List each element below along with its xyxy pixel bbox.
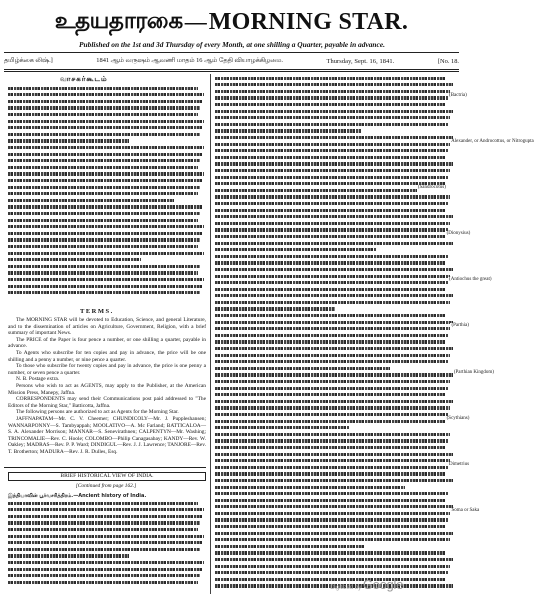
text-line bbox=[8, 520, 206, 527]
text-line-ink bbox=[215, 360, 448, 363]
text-line-ink bbox=[215, 123, 448, 126]
text-line-ink bbox=[215, 400, 453, 403]
text-line bbox=[215, 323, 469, 333]
terms-end-rule bbox=[4, 467, 206, 468]
text-line bbox=[8, 85, 206, 92]
text-line-ink bbox=[215, 512, 450, 515]
terms-paragraph: CORRESPONDENTS may send their Communications post paid addressed to "The Editors of the Morning Star," Batticotta, Jaffna. bbox=[8, 396, 206, 409]
text-line bbox=[8, 289, 206, 296]
text-line-ink bbox=[8, 172, 204, 175]
text-line bbox=[8, 243, 206, 250]
text-line bbox=[8, 276, 206, 283]
text-line bbox=[215, 194, 455, 201]
text-line-ink bbox=[215, 242, 453, 245]
text-line bbox=[215, 213, 455, 220]
text-line-ink bbox=[215, 532, 453, 535]
text-line bbox=[215, 477, 455, 484]
text-line bbox=[8, 540, 206, 547]
text-line-ink bbox=[215, 110, 453, 113]
dateline-rule bbox=[4, 69, 459, 70]
text-line bbox=[8, 507, 206, 514]
text-line-ink bbox=[8, 166, 198, 169]
text-line bbox=[215, 457, 455, 464]
text-line bbox=[215, 530, 455, 537]
text-line bbox=[215, 508, 480, 517]
text-line bbox=[215, 231, 471, 240]
watermark-prefix: Digitized by bbox=[330, 585, 362, 591]
text-line-ink bbox=[215, 222, 450, 225]
text-line bbox=[215, 101, 455, 108]
text-line-ink bbox=[215, 525, 445, 528]
text-line bbox=[215, 253, 455, 260]
text-line bbox=[8, 513, 206, 520]
text-line-ink bbox=[8, 535, 204, 538]
text-line-ink bbox=[8, 232, 202, 235]
text-line bbox=[215, 405, 455, 412]
text-line-ink bbox=[215, 235, 445, 238]
text-line-ink bbox=[8, 581, 198, 584]
text-line-ink bbox=[8, 126, 202, 129]
google-watermark bbox=[330, 577, 403, 592]
text-line bbox=[8, 256, 206, 263]
text-line bbox=[215, 134, 455, 141]
text-line-fragment: Soma or Saka bbox=[450, 508, 480, 514]
text-line bbox=[8, 526, 206, 533]
text-line bbox=[215, 240, 455, 247]
text-line bbox=[8, 197, 206, 204]
text-line-ink bbox=[8, 192, 198, 195]
text-line bbox=[215, 424, 455, 431]
text-line-ink bbox=[8, 508, 204, 511]
text-line-ink bbox=[215, 268, 453, 271]
text-line-ink bbox=[215, 176, 448, 179]
text-line-ink bbox=[8, 179, 202, 182]
top-rule bbox=[4, 52, 459, 53]
text-line-ink bbox=[8, 87, 198, 90]
text-line bbox=[8, 184, 206, 191]
text-line bbox=[215, 345, 455, 352]
text-line bbox=[215, 88, 455, 95]
text-line bbox=[215, 266, 455, 273]
text-line-ink bbox=[8, 561, 204, 564]
text-line-ink bbox=[215, 314, 445, 317]
text-line-fragment: Alexander, or Androcottus, or Nitrogupta bbox=[450, 138, 534, 144]
text-line bbox=[215, 227, 455, 234]
text-line bbox=[215, 461, 470, 471]
text-line-fragment: (Bactria) bbox=[447, 92, 467, 98]
text-line-ink bbox=[8, 100, 202, 103]
text-line bbox=[215, 444, 455, 451]
terms-text bbox=[8, 317, 206, 455]
text-line bbox=[8, 546, 206, 553]
text-line-fragment: (Sandrocotus) bbox=[416, 184, 446, 190]
text-line-ink bbox=[8, 252, 204, 255]
text-line bbox=[8, 237, 206, 244]
text-line bbox=[215, 167, 455, 174]
text-line bbox=[215, 200, 455, 207]
text-line-ink bbox=[8, 502, 198, 505]
column-divider bbox=[210, 74, 211, 594]
text-line-ink bbox=[215, 538, 450, 541]
text-line bbox=[215, 332, 455, 339]
text-line-ink bbox=[215, 439, 448, 442]
text-line bbox=[8, 131, 206, 138]
text-line-ink bbox=[8, 139, 129, 142]
text-line bbox=[8, 553, 206, 560]
text-line bbox=[215, 273, 455, 280]
text-line bbox=[215, 563, 455, 570]
text-line bbox=[8, 177, 206, 184]
text-line bbox=[215, 312, 455, 319]
text-line bbox=[8, 105, 206, 112]
text-line-ink bbox=[215, 294, 453, 297]
text-line bbox=[8, 204, 206, 211]
text-line bbox=[8, 230, 206, 237]
text-line-ink bbox=[8, 199, 174, 202]
text-line bbox=[215, 148, 455, 155]
text-line-ink bbox=[215, 162, 453, 165]
text-line bbox=[8, 191, 206, 198]
text-line bbox=[215, 306, 455, 313]
text-line bbox=[8, 223, 206, 230]
text-line bbox=[8, 250, 206, 257]
text-line bbox=[215, 184, 455, 194]
text-line bbox=[215, 556, 455, 563]
text-line bbox=[8, 559, 206, 566]
text-line-ink bbox=[215, 380, 450, 383]
text-line bbox=[215, 75, 455, 82]
text-line bbox=[215, 299, 455, 306]
text-line bbox=[215, 385, 455, 392]
text-line bbox=[8, 138, 206, 145]
text-line-ink bbox=[215, 77, 445, 80]
text-line bbox=[8, 144, 206, 151]
text-line-ink bbox=[215, 453, 453, 456]
text-line-ink bbox=[215, 281, 448, 284]
text-line-ink bbox=[215, 255, 448, 258]
text-line-ink bbox=[8, 113, 198, 116]
text-line-ink bbox=[8, 285, 202, 288]
text-line-ink bbox=[215, 505, 453, 508]
text-line bbox=[8, 164, 206, 171]
text-line bbox=[215, 411, 455, 418]
text-line-ink bbox=[8, 554, 129, 557]
text-line-ink bbox=[215, 551, 445, 554]
text-line-ink bbox=[8, 146, 204, 149]
text-line-ink bbox=[215, 466, 448, 469]
text-line bbox=[8, 533, 206, 540]
text-line-ink bbox=[215, 367, 390, 370]
right-column-tamil-text bbox=[215, 75, 534, 595]
terms-paragraph: N. B. Postage extra. bbox=[16, 376, 60, 383]
text-line bbox=[8, 210, 206, 217]
text-line-ink bbox=[215, 321, 453, 324]
text-line-ink bbox=[215, 545, 364, 548]
text-line-ink bbox=[8, 120, 204, 123]
text-line-ink bbox=[215, 571, 448, 574]
text-line-ink bbox=[8, 271, 198, 274]
text-line-ink bbox=[8, 212, 200, 215]
dateline bbox=[4, 55, 459, 67]
text-line bbox=[215, 174, 455, 181]
text-line-ink bbox=[8, 515, 202, 518]
text-line bbox=[215, 277, 492, 286]
text-line bbox=[215, 260, 455, 267]
text-line-ink bbox=[215, 248, 376, 251]
text-line-ink bbox=[215, 406, 450, 409]
text-line-ink bbox=[215, 90, 450, 93]
text-line-fragment: (Parthia) bbox=[450, 323, 469, 329]
text-line bbox=[215, 154, 455, 161]
text-line-ink bbox=[215, 189, 417, 192]
text-line bbox=[215, 92, 467, 102]
text-line-ink bbox=[8, 258, 141, 261]
text-line-ink bbox=[215, 479, 453, 482]
article-subhead: இந்தியாவின் பூர்வசரித்திரம்.—Ancient history of India. bbox=[8, 493, 147, 499]
text-line-ink bbox=[215, 149, 448, 152]
text-line bbox=[215, 293, 455, 300]
text-line-ink bbox=[215, 459, 450, 462]
text-line bbox=[215, 392, 455, 399]
text-line bbox=[215, 108, 455, 115]
text-line bbox=[8, 118, 206, 125]
text-line-ink bbox=[215, 195, 450, 198]
text-line bbox=[8, 111, 206, 118]
text-line-ink bbox=[8, 106, 200, 109]
text-line bbox=[215, 128, 455, 135]
text-line bbox=[215, 369, 494, 379]
text-line bbox=[215, 286, 455, 293]
text-line bbox=[215, 352, 455, 359]
text-line-ink bbox=[8, 153, 202, 156]
text-line-ink bbox=[215, 347, 453, 350]
text-line bbox=[8, 283, 206, 290]
text-line-ink bbox=[8, 225, 204, 228]
left-column-heading: வாசகர்கூடம் bbox=[60, 75, 108, 83]
text-line-ink bbox=[8, 548, 200, 551]
terms-paragraph: To Agents who subscribe for ten copies and pay in advance, the price will be one shilling and a penny a number, or nine pence a quarter. bbox=[8, 349, 206, 363]
masthead-english-title: MORNING STAR. bbox=[208, 8, 409, 35]
text-line-ink bbox=[215, 202, 448, 205]
issue-number: [No. 18. bbox=[437, 57, 459, 65]
text-line-ink bbox=[215, 518, 448, 521]
text-line-ink bbox=[8, 205, 202, 208]
text-line-ink bbox=[215, 420, 445, 423]
dateline-tamil-left: தமிழ்க்கை லிஷ்.] bbox=[4, 57, 53, 64]
text-line-ink bbox=[8, 521, 200, 524]
text-line-ink bbox=[215, 301, 450, 304]
text-line-fragment: (Dionysius) bbox=[445, 231, 471, 237]
text-line bbox=[215, 398, 455, 405]
terms-agents-list: JAFFNAPATAM—Mr. C. V. Cheemer; CHUNDICOLY—Mr. J. Puppleshansen; WANNARPONNY—S. Tambyappah; MOOLATIVO—A. Mc Farland; BATTICALOA—S. A. Alexander Morrison; MANNAR—S. Senevirathnen; CALPENTYN—Mr. Washing; TRINCOMALIE—Rev. C. Hoole; COLOMBO—Philip Canagasabay; KANDY—Rev. W. Oakley; MADRAS—Rev. P. P. Ward; DINDIGUL—Rev. J. J. Lawrence; TANJORE—Rev. T. Brotherton; MADURA—Rev. J. R. Dulles, Esq. bbox=[8, 415, 206, 455]
continued-note: [Continued from page 162.] bbox=[75, 483, 137, 489]
text-line-ink bbox=[215, 472, 445, 475]
text-line bbox=[215, 82, 455, 89]
dateline-rule-double bbox=[4, 71, 459, 72]
terms-paragraph: The following persons are authorized to act as Agents for the Morning Star. bbox=[16, 409, 179, 416]
masthead bbox=[4, 8, 459, 36]
text-line bbox=[215, 359, 455, 366]
text-line-ink bbox=[8, 159, 200, 162]
text-line bbox=[215, 570, 455, 577]
text-line bbox=[215, 319, 455, 326]
text-line-ink bbox=[215, 558, 453, 561]
text-line bbox=[215, 471, 455, 478]
text-line bbox=[215, 365, 455, 372]
text-line bbox=[215, 497, 455, 504]
text-line-fragment: (Parthian Kingdom) bbox=[452, 369, 494, 375]
text-line bbox=[8, 158, 206, 165]
text-line-ink bbox=[215, 116, 450, 119]
text-line bbox=[215, 121, 455, 128]
text-line-ink bbox=[215, 492, 448, 495]
text-line-ink bbox=[215, 354, 450, 357]
terms-paragraph: To those who subscribe for twenty copies and pay in advance, the price is one penny a number, or seven pence a quarter. bbox=[8, 363, 206, 376]
google-logo: Google bbox=[362, 577, 403, 592]
terms-heading: TERMS. bbox=[80, 308, 114, 315]
text-line-ink bbox=[215, 136, 453, 139]
text-line bbox=[215, 339, 455, 346]
text-line bbox=[215, 490, 455, 497]
terms-paragraph: The PRICE of the Paper is four pence a number, or one shilling a quarter, payable in advance. bbox=[8, 336, 206, 350]
text-line-ink bbox=[8, 541, 202, 544]
text-line bbox=[8, 151, 206, 158]
masthead-tamil-title: உதயதாரகை bbox=[54, 7, 183, 34]
text-line bbox=[215, 138, 534, 148]
text-line bbox=[215, 543, 455, 550]
text-line-ink bbox=[215, 334, 448, 337]
text-line bbox=[8, 98, 206, 105]
text-line bbox=[215, 378, 455, 385]
publication-note: Published on the 1st and 3d Thursday of every Month, at one shilling a Quarter, payable in advance. bbox=[79, 40, 385, 49]
text-line-ink bbox=[215, 340, 445, 343]
text-line-ink bbox=[215, 565, 450, 568]
text-line-ink bbox=[215, 413, 448, 416]
text-line bbox=[215, 220, 455, 227]
text-line bbox=[215, 484, 455, 491]
text-line-ink bbox=[215, 307, 335, 310]
text-line-ink bbox=[215, 446, 445, 449]
text-line-ink bbox=[215, 387, 448, 390]
text-line bbox=[8, 125, 206, 132]
text-line bbox=[8, 171, 206, 178]
text-line bbox=[215, 161, 455, 168]
text-line bbox=[215, 431, 455, 438]
text-line-ink bbox=[215, 433, 450, 436]
text-line-ink bbox=[215, 209, 445, 212]
text-line-ink bbox=[215, 156, 445, 159]
text-line-fragment: (Antiochus the great) bbox=[447, 277, 492, 283]
text-line bbox=[215, 550, 455, 557]
text-line-ink bbox=[8, 245, 198, 248]
text-line bbox=[215, 415, 470, 425]
text-line-ink bbox=[215, 288, 445, 291]
text-line bbox=[8, 566, 206, 573]
text-line bbox=[8, 263, 206, 270]
left-column-tamil-text bbox=[8, 85, 206, 300]
text-line-ink bbox=[215, 83, 453, 86]
text-line bbox=[8, 217, 206, 224]
text-line-ink bbox=[8, 574, 200, 577]
text-line-ink bbox=[215, 215, 453, 218]
text-line bbox=[8, 92, 206, 99]
text-line-ink bbox=[215, 426, 349, 429]
text-line-ink bbox=[215, 499, 445, 502]
text-line-ink bbox=[8, 133, 200, 136]
text-line-ink bbox=[215, 169, 450, 172]
text-line-ink bbox=[215, 103, 445, 106]
left-bottom-article bbox=[8, 493, 206, 593]
text-line bbox=[215, 537, 455, 544]
text-line bbox=[215, 438, 455, 445]
text-line bbox=[8, 579, 206, 586]
text-line-ink bbox=[215, 327, 450, 330]
text-line-ink bbox=[8, 93, 204, 96]
text-line bbox=[8, 500, 206, 507]
text-line-ink bbox=[215, 182, 445, 185]
text-line-ink bbox=[8, 278, 204, 281]
text-line bbox=[215, 504, 455, 511]
text-line-ink bbox=[215, 129, 361, 132]
dateline-english-date: Thursday, Sept. 16, 1841. bbox=[326, 57, 395, 65]
text-line bbox=[215, 523, 455, 530]
text-line-ink bbox=[8, 568, 202, 571]
text-line-fragment: (Scythians) bbox=[445, 415, 470, 421]
text-line bbox=[215, 207, 455, 214]
text-line bbox=[215, 115, 455, 122]
text-line bbox=[215, 451, 455, 458]
text-line-ink bbox=[8, 291, 200, 294]
terms-paragraph: The MORNING STAR will be devoted to Education, Science, and general Literature, and to the dissemination of articles on Agriculture, Government, Religion, with a brief summary of important News. bbox=[8, 317, 206, 337]
text-line-ink bbox=[8, 238, 200, 241]
boxed-heading: BRIEF HISTORICAL VIEW OF INDIA. bbox=[8, 472, 206, 481]
text-line-ink bbox=[215, 275, 450, 278]
text-line-ink bbox=[8, 219, 198, 222]
text-line-ink bbox=[8, 528, 198, 531]
text-line-ink bbox=[215, 373, 453, 376]
text-line-ink bbox=[215, 228, 448, 231]
dateline-tamil-date: 1841 ஆம் வருஷம் ஆவணி மாதம் 16 ஆம் தேதி வியாழக்கிழமை. bbox=[96, 57, 283, 64]
text-line bbox=[8, 270, 206, 277]
masthead-dash: — bbox=[184, 9, 207, 34]
text-line-ink bbox=[215, 393, 445, 396]
text-line-ink bbox=[215, 143, 450, 146]
text-line-ink bbox=[215, 261, 445, 264]
text-line-ink bbox=[8, 265, 200, 268]
text-line-ink bbox=[8, 186, 200, 189]
text-line-ink bbox=[215, 96, 448, 99]
text-line bbox=[215, 246, 455, 253]
text-line bbox=[8, 573, 206, 580]
text-line bbox=[215, 517, 455, 524]
text-line-fragment: Dimetrius bbox=[447, 461, 470, 467]
terms-paragraph: Persons who wish to act as AGENTS, may apply to the Publisher, at the American Mission Press, Manepy, Jaffna. bbox=[8, 382, 206, 396]
text-line-ink bbox=[215, 486, 405, 489]
